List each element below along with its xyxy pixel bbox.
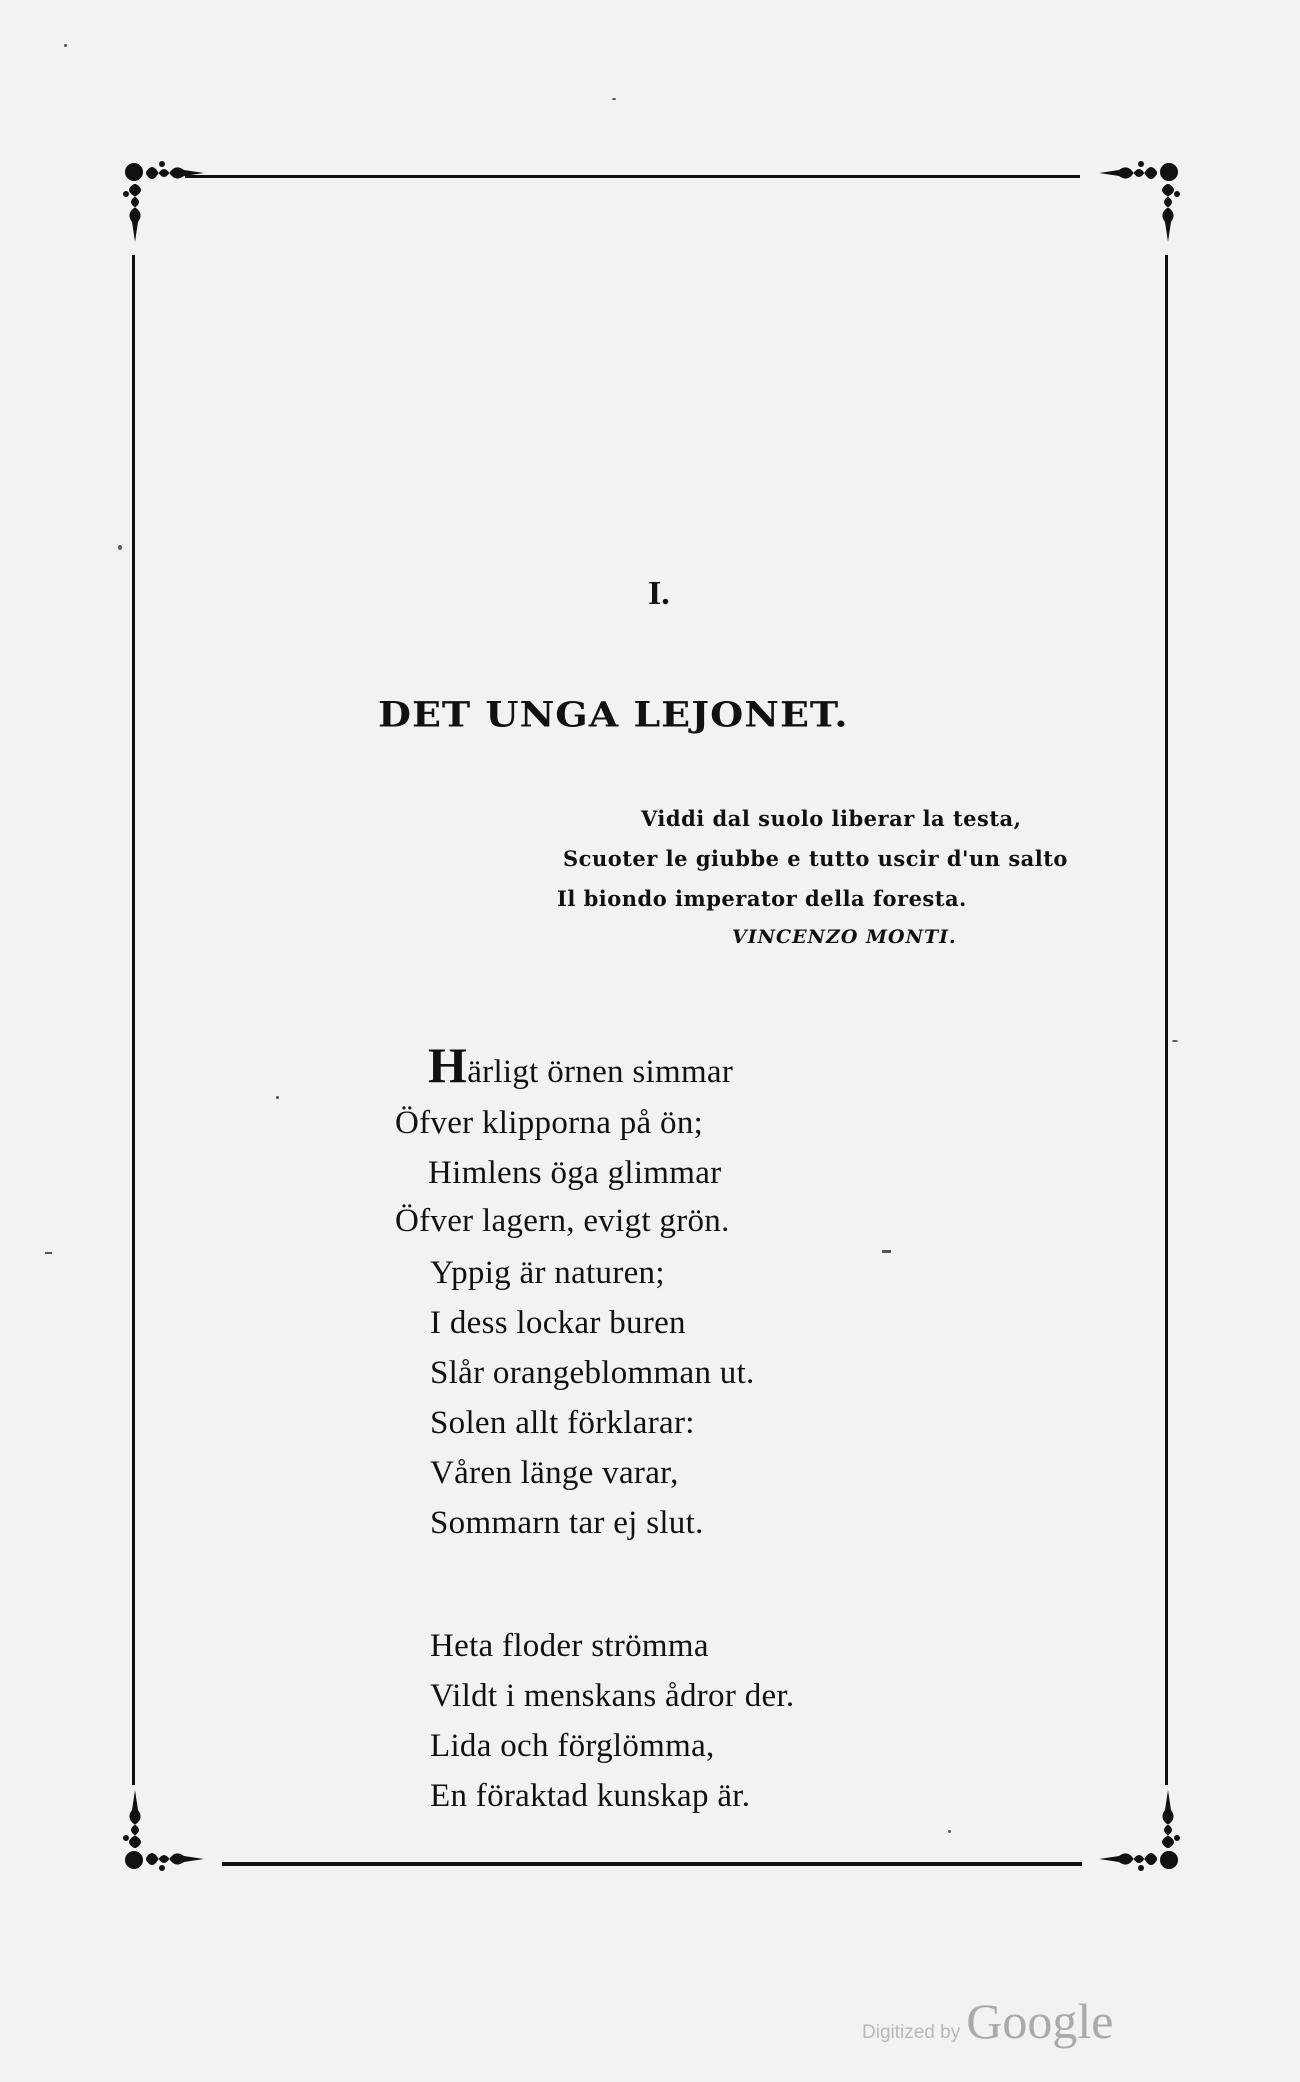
epigraph-line: Scuoter le giubbe e tutto uscir d'un salto: [563, 846, 1068, 871]
poem-line: I dess lockar buren: [430, 1305, 686, 1341]
corner-ornament-icon: [1075, 150, 1185, 250]
poem-title: DET UNGA LEJONET.: [378, 694, 849, 735]
poem-line: Öfver lagern, evigt grön.: [395, 1203, 730, 1239]
chapter-number: I.: [648, 575, 670, 612]
corner-ornament-icon: [118, 150, 228, 250]
frame-right-rule: [1165, 255, 1168, 1785]
poem-line: Himlens öga glimmar: [428, 1155, 722, 1191]
poem-line: En föraktad kunskap är.: [430, 1778, 751, 1814]
drop-cap: H: [428, 1037, 468, 1093]
poem-line: Slår orangeblomman ut.: [430, 1355, 755, 1391]
frame-top-rule: [185, 175, 1080, 178]
poem-line: Heta floder strömma: [430, 1628, 709, 1664]
frame-bottom-rule: [222, 1862, 1082, 1866]
watermark-brand: Google: [966, 1993, 1114, 2049]
poem-line: Öfver klipporna på ön;: [395, 1105, 704, 1141]
frame-left-rule: [132, 255, 135, 1785]
watermark-prefix: Digitized by: [862, 2022, 961, 2043]
epigraph-author: VINCENZO MONTI.: [732, 926, 957, 948]
poem-line: Våren länge varar,: [430, 1455, 679, 1491]
poem-line: Solen allt förklarar:: [430, 1405, 695, 1441]
corner-ornament-icon: [1075, 1782, 1185, 1882]
epigraph-line: Il biondo imperator della foresta.: [557, 886, 967, 911]
poem-line: [428, 1037, 734, 1093]
digitized-watermark: [862, 1992, 1113, 2050]
poem-line-text: ärligt örnen simmar: [467, 1054, 734, 1090]
poem-line: Yppig är naturen;: [430, 1255, 665, 1291]
corner-ornament-icon: [118, 1782, 228, 1882]
poem-line: Sommarn tar ej slut.: [430, 1505, 704, 1541]
poem-line: Lida och förglömma,: [430, 1728, 715, 1764]
poem-line: Vildt i menskans ådror der.: [430, 1678, 795, 1714]
epigraph-line: Viddi dal suolo liberar la testa,: [641, 806, 1022, 831]
